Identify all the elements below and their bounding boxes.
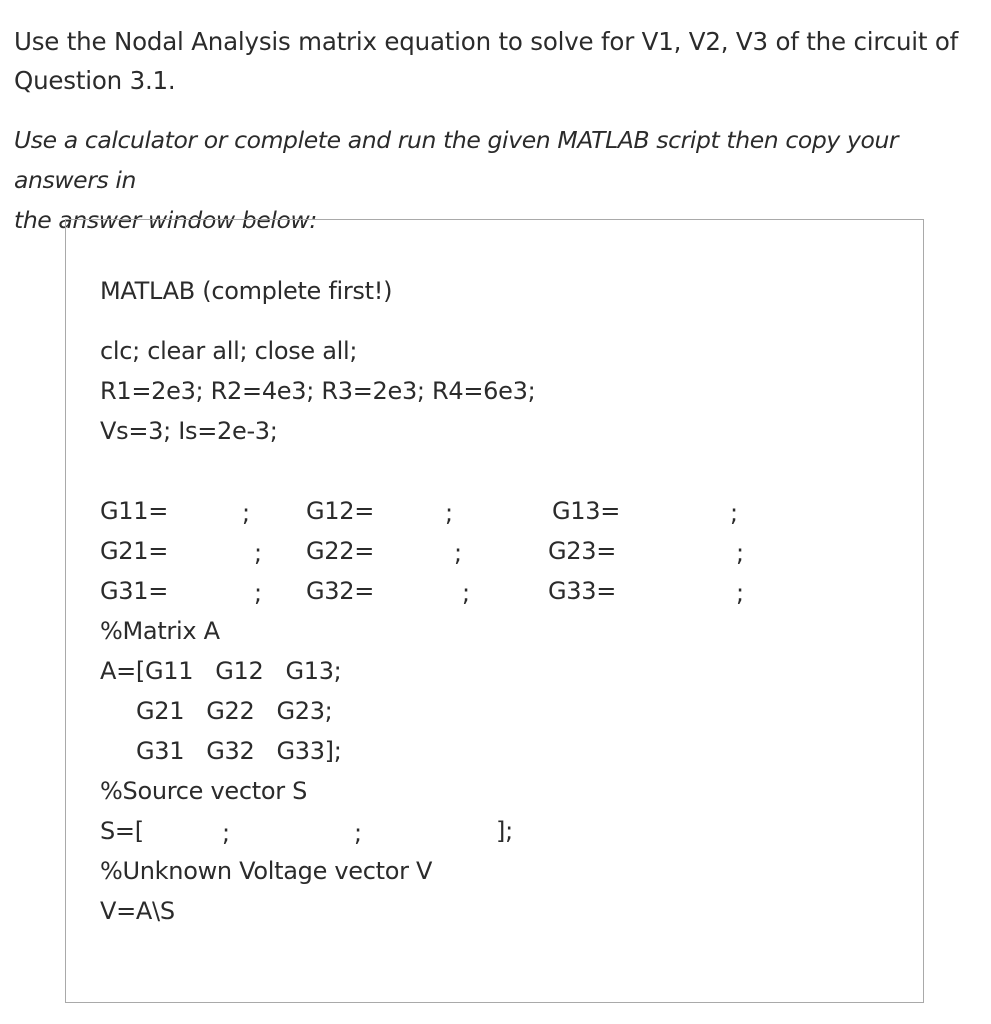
g11-semicolon: ; xyxy=(242,499,251,527)
g22-semicolon: ; xyxy=(454,539,463,567)
clear-line: clc; clear all; close all; xyxy=(100,337,358,365)
matrix-row-3: G31 G32 G33]; xyxy=(136,737,342,765)
solve-line: V=A\S xyxy=(100,897,175,925)
matrix-row-2: G21 G22 G23; xyxy=(136,697,333,725)
source-semicolon-2: ; xyxy=(354,819,363,847)
g21-semicolon: ; xyxy=(254,539,263,567)
g13-semicolon: ; xyxy=(730,499,739,527)
g22-label: G22= xyxy=(306,537,375,565)
voltage-comment: %Unknown Voltage vector V xyxy=(100,857,433,885)
g21-label: G21= xyxy=(100,537,169,565)
question-line-1: Use the Nodal Analysis matrix equation to solve for V1, V2, V3 of the circuit of xyxy=(14,27,959,56)
g12-semicolon: ; xyxy=(445,499,454,527)
g11-label: G11= xyxy=(100,497,169,525)
matrix-row-1: A=[G11 G12 G13; xyxy=(100,657,342,685)
matlab-code-box xyxy=(65,219,924,1003)
g33-semicolon: ; xyxy=(736,579,745,607)
source-semicolon-1: ; xyxy=(222,819,231,847)
question-line-2: Question 3.1. xyxy=(14,66,176,95)
g33-label: G33= xyxy=(548,577,617,605)
sources-line: Vs=3; Is=2e-3; xyxy=(100,417,278,445)
g12-label: G12= xyxy=(306,497,375,525)
g31-label: G31= xyxy=(100,577,169,605)
instruction-line-2: the answer window below: xyxy=(14,206,317,234)
source-comment: %Source vector S xyxy=(100,777,308,805)
g32-semicolon: ; xyxy=(462,579,471,607)
g23-label: G23= xyxy=(548,537,617,565)
matrix-comment: %Matrix A xyxy=(100,617,220,645)
matlab-heading: MATLAB (complete first!) xyxy=(100,277,393,305)
g13-label: G13= xyxy=(552,497,621,525)
instruction-line-1: Use a calculator or complete and run the given MATLAB script then copy your answers in xyxy=(14,126,899,194)
resistors-line: R1=2e3; R2=4e3; R3=2e3; R4=6e3; xyxy=(100,377,536,405)
g23-semicolon: ; xyxy=(736,539,745,567)
g32-label: G32= xyxy=(306,577,375,605)
source-open: S=[ xyxy=(100,817,144,845)
source-close: ]; xyxy=(496,817,513,845)
g31-semicolon: ; xyxy=(254,579,263,607)
question-text xyxy=(14,22,974,100)
